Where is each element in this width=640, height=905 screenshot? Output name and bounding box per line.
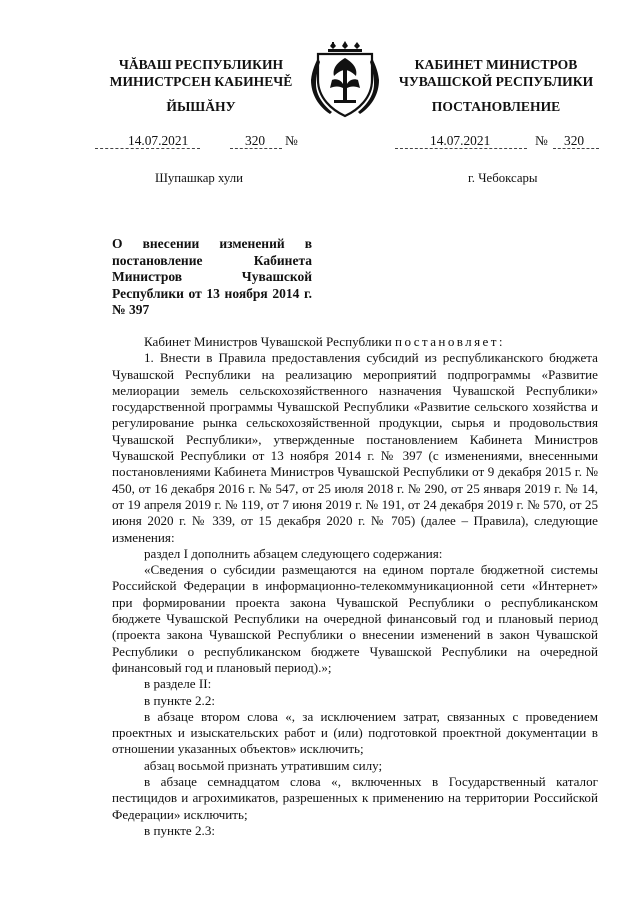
header-right-line2: ЧУВАШСКОЙ РЕСПУБЛИКИ [398,74,594,89]
paragraph-9: в пункте 2.3: [144,822,216,838]
preamble-issuer: Кабинет Министров Чувашской Республики [144,334,392,349]
document-body [112,334,598,839]
header-left-block [95,56,307,90]
left-date: 14.07.2021 [128,133,189,148]
paragraph-5: в пункте 2.2: [144,692,216,708]
right-city: г. Чебоксары [468,171,538,185]
preamble [112,334,598,350]
left-city: Шупашкар хули [155,171,243,185]
header-right-kind: ПОСТАНОВЛЕНИЕ [431,99,561,114]
document-title: О внесении изменений в постановление Кабинета Министров Чувашской Республики от 13 ноября 2014 г. № 397 [112,236,312,318]
header-left-kind: ЙЫШĂНУ [166,99,236,114]
paragraph-8: в абзаце семнадцатом слова «, включенных в Государственный каталог пестицидов и агрохимикатов, разрешенных к применению на территории Российской Федерации» исключить; [112,774,598,822]
right-number: 320 [564,133,585,148]
header-left-line2: МИНИСТРСЕН КАБИНЕЧĚ [109,74,293,89]
paragraph-7: абзац восьмой признать утратившим силу; [144,757,383,773]
paragraph-2: раздел I дополнить абзацем следующего содержания: [144,545,443,561]
left-number-sign: № [285,133,298,148]
chuvash-emblem-icon [308,40,382,120]
right-number-sign: № [535,133,548,148]
paragraph-3: «Сведения о субсидии размещаются на едином портале бюджетной системы Российской Федерации в информационно-телекоммуникационной сети «Интернет» при формировании проекта закона Чувашской Республики о республиканском бюджете Чувашской Республики на очередной финансовый год и плановый период (проекта закона Чувашской Республики о внесении изменений в закон Чувашской Республики о республиканском бюджете Чувашской Республики на очередной финансовый год и плановый период).»; [112,562,598,675]
header-left-line1: ЧĂВАШ РЕСПУБЛИКИН [118,57,284,72]
paragraph-1: 1. Внести в Правила предоставления субсидий из республиканского бюджета Чувашской Республики на реализацию мероприятий подпрограммы «Развитие мелиорации земель сельскохозяйственного назначения Чувашской Республики» государственной программы Чувашской Республики «Развитие сельского хозяйства и регулирование рынка сельскохозяйственной продукции, сырья и продовольствия Чувашской Республики», утвержденные постановлением Кабинета Министров Чувашской Республики от 13 ноября 2014 г. № 397 (с изменениями, внесенными постановлениями Кабинета Министров Чувашской Республики от 9 декабря 2015 г. № 450, от 16 декабря 2016 г. № 547, от 25 июля 2018 г. № 290, от 25 января 2019 г. № 14, от 19 апреля 2019 г. № 119, от 7 июня 2019 г. № 191, от 24 декабря 2019 г. № 570, от 25 июня 2020 г. № 339, от 15 декабря 2020 г. № 705) (далее – Правила), следующие изменения: [112,350,598,545]
preamble-verb: постановляет: [395,334,505,349]
left-number: 320 [245,133,266,148]
paragraph-6: в абзаце втором слова «, за исключением затрат, связанных с проведением проектных и изыскательских работ и (или) подготовкой проектной документации в отношении указанных объектов» исключить; [112,708,598,757]
header-right-block [385,56,607,90]
header-right-line1: КАБИНЕТ МИНИСТРОВ [414,57,578,72]
paragraph-4: в разделе II: [144,676,212,692]
right-date: 14.07.2021 [430,133,491,148]
